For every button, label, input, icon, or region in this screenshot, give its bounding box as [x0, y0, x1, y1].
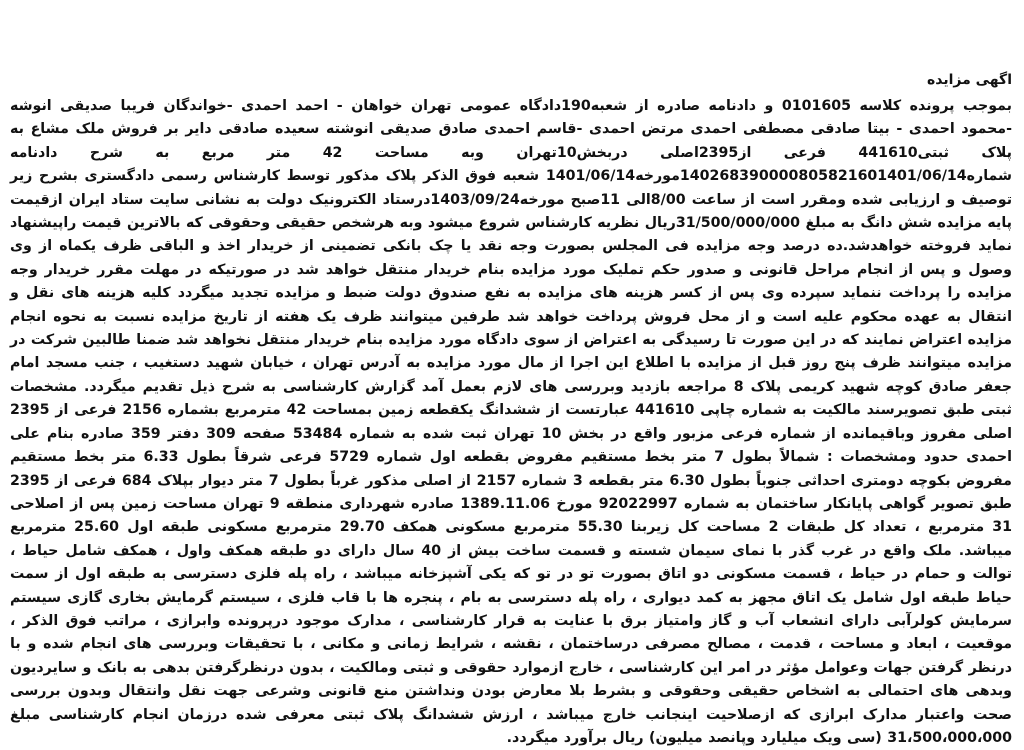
notice-title: اگهی مزایده [926, 72, 1012, 88]
notice-body: بموجب پرونده کلاسه 0101605 و دادنامه صادره از شعبه190دادگاه عمومی تهران خواهان - احمد احمدی -خواندگان فریبا صدیقی انوشه -محمود احمدی - بیتا صادقی مصطفی احمدی مرتض احمدی -قاسم احمدی صادق صدیقی انوشته سعیده صادقی دایر بر فروش ملک مشاع به پلاک ثبتی441610 فرعی از2395اصلی دربخش10تهران وبه مساحت 42 متر مربع به شرح دادنامه شماره140268390000805821601401/06/14مورخه1401/06/14 شعبه فوق الذکر پلاک مذکور توسط کارشناس رسمی دادگستری بشرح زیر توصیف و ارزیابی شده ومقرر است از ساعت 8/00الی 11صبح مورخه1403/09/24درستاد الکترونیک دولت به نشانی سایت ستاد ایران ازقیمت پایه مزایده شش دانگ به مبلغ 31/500/000/000ریال نظریه کارشناس شروع میشود وبه هرشخص حقیقی وحقوقی که بالاترین قیمت راپیشنهاد نماید فروخته خواهدشد.ده درصد وجه مزایده فی المجلس بصورت وجه نقد یا چک بانکی تضمینی از خریدار اخذ و الباقی ظرف یکماه از وی وصول و پس از انجام مراحل قانونی و صدور حکم تملیک مورد مزایده بنام خریدار منتقل خواهد شد در صورتیکه در مهلت مقرر خریدار وجه مزایده را پرداخت ننماید سپرده وی پس از کسر هزینه های مزایده به نفع صندوق دولت ضبط و مزایده تجدید میگردد کلیه هزینه های نقل و انتقال به عهده محکوم علیه است و از محل فروش پرداخت خواهد شد طرفین میتوانند ظرف یک هفته از تاریخ مزایده نسبت به نحوه انجام مزایده اعتراض نمایند که در این صورت تا رسیدگی به اعتراض از سوی دادگاه مورد مزایده بنام خریدار منتقل نخواهد شد ضمنا طالبین شرکت در مزایده میتوانند ظرف پنج روز قبل از مزایده با اطلاع این اجرا از مال مورد مزایده به آدرس تهران ، خیابان شهید دستغیب ، جنب مسجد امام جعفر صادق کوچه شهید کریمی پلاک 8 مراجعه بازدید وبررسی های لازم بعمل آمد گزارش کارشناسی به شرح ذیل تقدیم میگردد. مشخصات ثبتی طبق تصویرسند مالکیت به شماره چاپی 441610 عبارتست از ششدانگ یکقطعه زمین بمساحت 42 مترمربع بشماره 2156 فرعی از 2395 اصلی مفروز وباقیمانده از شماره فرعی مزبور واقع در بخش 10 تهران ثبت شده به شماره 53484 صفحه 309 دفتر 359 صادره بنام علی احمدی حدود ومشخصات : شمالاً بطول 7 متر بخط مستقیم مفروض بقطعه اول شماره 5729 فرعی شرقاً بطول 6.33 متر بخط مستقیم مفروض بکوچه دومتری احداثی جنوباً بطول 6.30 متر بقطعه 3 شماره 2157 از اصلی مذکور غرباً بطول 7 متر دیوار بپلاک 684 فرعی از 2395 طبق تصویر گواهی پایانکار ساختمان به شماره 92022997 مورخ 1389.11.06 صادره شهرداری منطقه 9 تهران مساحت زمین پس از اصلاحی 31 مترمربع ، تعداد کل طبقات 2 مساحت کل زیربنا 55.30 مترمربع مسکونی همکف 29.70 مترمربع مسکونی طبقه اول 25.60 مترمربع میباشد. ملک واقع در غرب گذر با نمای سیمان شسته و قسمت ساخت بیش از 40 سال دارای دو طبقه همکف واول ، همکف شامل حیاط ، توالت و حمام در حیاط ، قسمت مسکونی دو اتاق بصورت تو در تو که یکی آشپزخانه میباشد ، راه پله فلزی دسترسی به طبقه اول از سمت حیاط طبقه اول شامل یک اتاق مجهز به کمد دیواری ، راه پله دسترسی به بام ، پنجره ها با قاب فلزی ، سیستم گرمایش بخاری گازی سیستم سرمایش کولرآبی دارای انشعاب آب و گاز وامتیاز برق با عنایت به قرار کارشناسی ، مدارک موجود درپرونده وابرازی ، مراتب فوق الذکر ، موقعیت ، ابعاد و مساحت ، قدمت ، مصالح مصرفی درساختمان ، نقشه ، شرایط زمانی و مکانی ، با تحقیقات وبررسی های انجام شده و با درنظر گرفتن جهات وعوامل مؤثر در امر این کارشناسی ، خارج ازموارد حقوقی و ثبتی ومالکیت ، بدون درنظرگرفتن بدهی به بانک و سایردیون وبدهی های احتمالی به اشخاص حقیقی وحقوقی و بشرط بلا معارض بودن ونداشتن منع قانونی وشرعی جهت نقل وانتقال وبدون بررسی صحت واعتبار مدارک ابرازی که ازصلاحیت اینجانب خارج میباشد ، ارزش ششدانگ پلاک ثبتی معرفی شده درزمان انجام کارشناسی مبلغ 31،500،000،000 (سی ویک میلیارد وپانصد میلیون) ریال برآورد میگردد. [10, 98, 1013, 746]
